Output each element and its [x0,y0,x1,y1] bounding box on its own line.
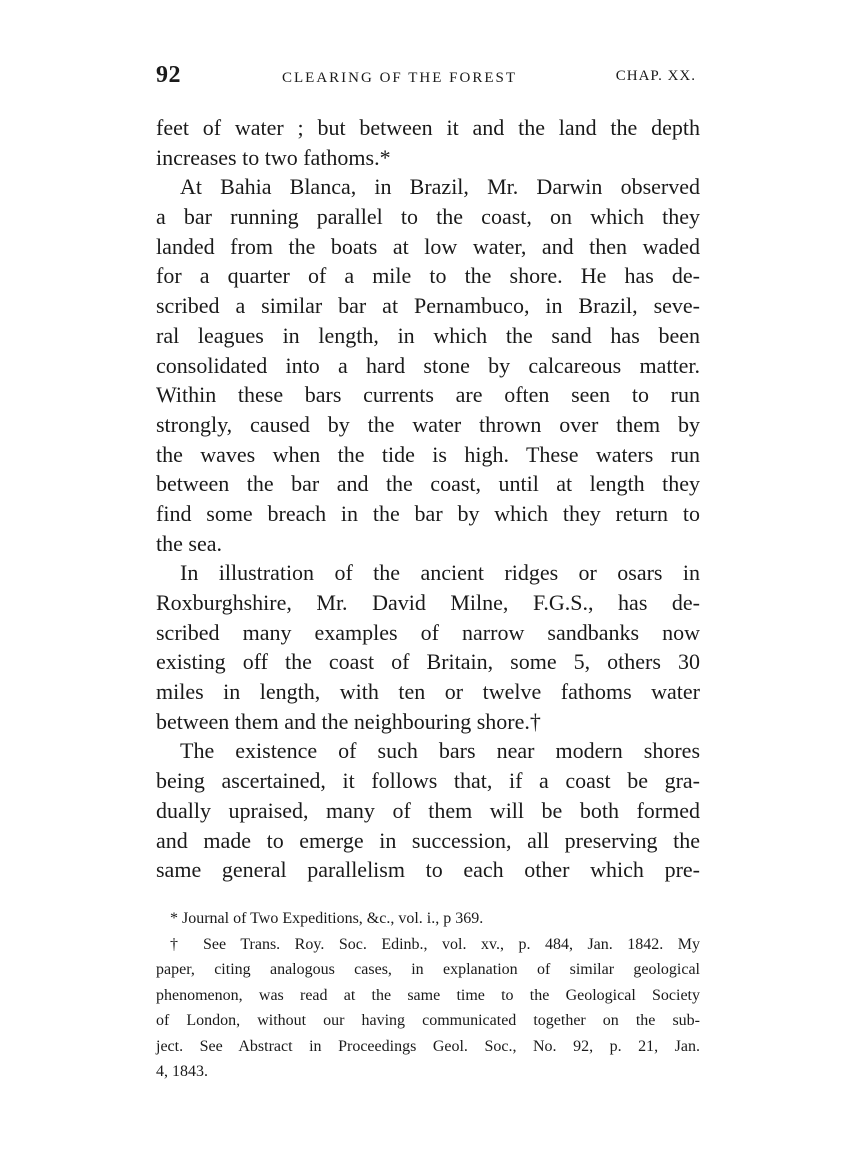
text-line: Roxburghshire, Mr. David Milne, F.G.S., has de- [156,590,700,615]
footnote-line: of London, without our having communicated together on the sub- [156,1012,700,1029]
text-line: find some breach in the bar by which they return to [156,500,700,526]
text-line: Within these bars currents are often seen to run [156,382,700,408]
page-header [156,62,700,92]
text-line: a bar running parallel to the coast, on which they [156,204,700,230]
text-line: same general parallelism to each other which pre- [156,857,700,883]
text-line: strongly, caused by the water thrown over them by [156,411,700,437]
text-line: ral leagues in length, in which the sand has been [156,322,700,348]
text-line: the sea. [156,530,222,556]
text-line: In illustration of the ancient ridges or osars in [180,560,700,586]
running-title: CLEARING OF THE FOREST [282,70,517,86]
text-line: At Bahia Blanca, in Brazil, Mr. Darwin observed [180,174,700,200]
text-line: the waves when the tide is high. These waters run [156,441,700,467]
text-line: existing off the coast of Britain, some 5, others 30 [156,649,700,675]
page-number: 92 [156,62,181,88]
footnote-line: ject. See Abstract in Proceedings Geol. Soc., No. 92, p. 21, Jan. [156,1037,700,1055]
footnote-line: † See Trans. Roy. Soc. Edinb., vol. xv., p. 484, Jan. 1842. My [170,935,700,953]
text-line: The existence of such bars near modern shores [180,738,700,764]
text-line: dually upraised, many of them will be both formed [156,797,700,823]
footnote-line: * Journal of Two Expeditions, &c., vol. i., p 369. [170,910,484,927]
text-line: scribed many examples of narrow sandbanks now [156,619,700,645]
footnotes [156,906,700,1085]
chapter-label: CHAP. XX. [615,68,696,84]
text-line: for a quarter of a mile to the shore. He has de- [156,263,700,289]
text-line: consolidated into a hard stone by calcareous matter. [156,352,700,378]
text-line: scribed a similar bar at Pernambuco, in Brazil, seve- [156,293,700,319]
footnote-line: paper, citing analogous cases, in explanation of similar geological [156,961,700,978]
body-text [156,113,700,885]
footnote-line: phenomenon, was read at the same time to the Geological Society [156,986,700,1004]
text-line: between the bar and the coast, until at length they [156,471,700,497]
text-line: miles in length, with ten or twelve fathoms water [156,679,700,705]
text-line: increases to two fathoms.* [156,144,391,170]
text-line: feet of water ; but between it and the land the depth [156,115,700,140]
text-line: being ascertained, it follows that, if a coast be gra- [156,768,700,794]
text-line: landed from the boats at low water, and then waded [156,233,700,259]
text-line: between them and the neighbouring shore.† [156,708,541,734]
footnote-line: 4, 1843. [156,1063,208,1080]
text-line: and made to emerge in succession, all preserving the [156,827,700,853]
